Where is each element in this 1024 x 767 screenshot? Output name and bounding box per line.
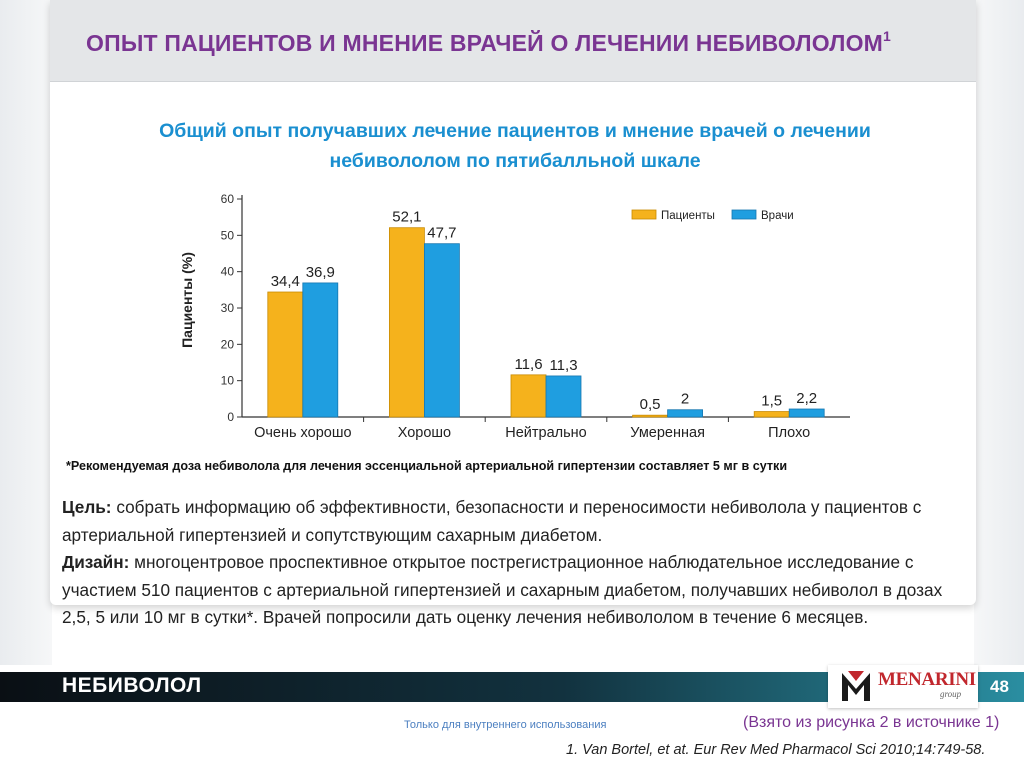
logo-wordmark: MENARINI: [878, 669, 976, 690]
design-paragraph: [62, 549, 974, 632]
source-note: (Взято из рисунка 2 в источнике 1): [743, 714, 1000, 731]
category-label: Нейтрально: [505, 425, 587, 441]
bar-doctors: [668, 410, 703, 417]
legend-swatch: [732, 210, 756, 219]
bar-patients: [268, 292, 303, 417]
data-label: 2,2: [796, 390, 818, 408]
bar-doctors: [546, 376, 581, 417]
goal-paragraph: [62, 494, 974, 549]
slide-title: [86, 30, 891, 57]
bar-patients: [389, 228, 424, 417]
design-label: Дизайн:: [62, 552, 130, 572]
menarini-m-icon: [840, 669, 872, 703]
data-label: 11,6: [514, 355, 543, 373]
legend-label: Врачи: [761, 210, 794, 222]
menarini-logo: [828, 665, 978, 708]
slide-title-superscript: 1: [883, 28, 892, 44]
y-tick-label: 0: [227, 410, 234, 424]
data-label: 52,1: [392, 208, 422, 226]
y-tick-label: 20: [220, 337, 234, 352]
category-label: Очень хорошо: [254, 425, 352, 441]
bar-chart: [170, 180, 860, 455]
data-label: 11,3: [549, 356, 578, 374]
brand-name: НЕБИВОЛОЛ: [62, 674, 202, 697]
bar-doctors: [789, 409, 824, 417]
y-tick-label: 60: [220, 192, 234, 206]
legend-label: Пациенты: [661, 210, 715, 222]
internal-use-note: Только для внутреннего использования: [404, 719, 607, 731]
data-label: 36,9: [305, 263, 335, 281]
data-label: 0,5: [639, 396, 661, 414]
y-tick-label: 30: [220, 301, 234, 315]
data-label: 34,4: [270, 273, 300, 291]
bar-patients: [511, 375, 546, 417]
category-label: Хорошо: [397, 425, 452, 441]
data-label: 47,7: [427, 224, 457, 242]
category-label: Умеренная: [630, 425, 705, 441]
y-tick-label: 10: [220, 373, 234, 388]
bar-patients: [633, 415, 668, 417]
citation: 1. Van Bortel, et at. Eur Rev Med Pharmacol Sci 2010;14:749-58.: [566, 742, 986, 758]
goal-label: Цель:: [62, 497, 112, 517]
bar-doctors: [303, 283, 338, 417]
chart-subtitle-line-2: небивололом по пятибалльной шкале: [329, 150, 701, 172]
data-label: 2: [680, 390, 690, 408]
dose-footnote: *Рекомендуемая доза небиволола для лечения эссенциальной артериальной гипертензии составляет 5 мг в сутки: [66, 459, 788, 473]
page-number: 48: [990, 677, 1009, 696]
slide-title-text: ОПЫТ ПАЦИЕНТОВ И МНЕНИЕ ВРАЧЕЙ О ЛЕЧЕНИИ НЕБИВОЛОЛОМ: [86, 30, 884, 56]
chart-subtitle-line-1: Общий опыт получавших лечение пациентов и мнение врачей о лечении: [159, 120, 871, 142]
background-right-panel: [974, 0, 1024, 665]
design-text: многоцентровое проспективное открытое пострегистрационное наблюдательное исследование с участием 510 пациентов с артериальной гипертензией и сахарным диабетом, получавших небиволол в дозах 2,5, 5 или 10 мг в сутки*. Врачей попросили дать оценку лечения небивололом в течение 6 месяцев.: [62, 552, 943, 627]
data-label: 1,5: [761, 392, 783, 410]
study-description: [62, 494, 974, 632]
y-tick-label: 50: [220, 228, 234, 243]
background-left-panel: [0, 0, 52, 665]
logo-subtext: group: [940, 689, 962, 699]
bar-doctors: [424, 244, 459, 417]
legend-swatch: [632, 210, 656, 219]
category-label: Плохо: [768, 425, 811, 441]
goal-text: собрать информацию об эффективности, безопасности и переносимости небиволола у пациентов с артериальной гипертензией и сопутствующим сахарным диабетом.: [62, 497, 922, 545]
y-tick-label: 40: [220, 264, 234, 279]
y-axis-label: Пациенты (%): [179, 252, 195, 348]
bar-patients: [754, 412, 789, 417]
